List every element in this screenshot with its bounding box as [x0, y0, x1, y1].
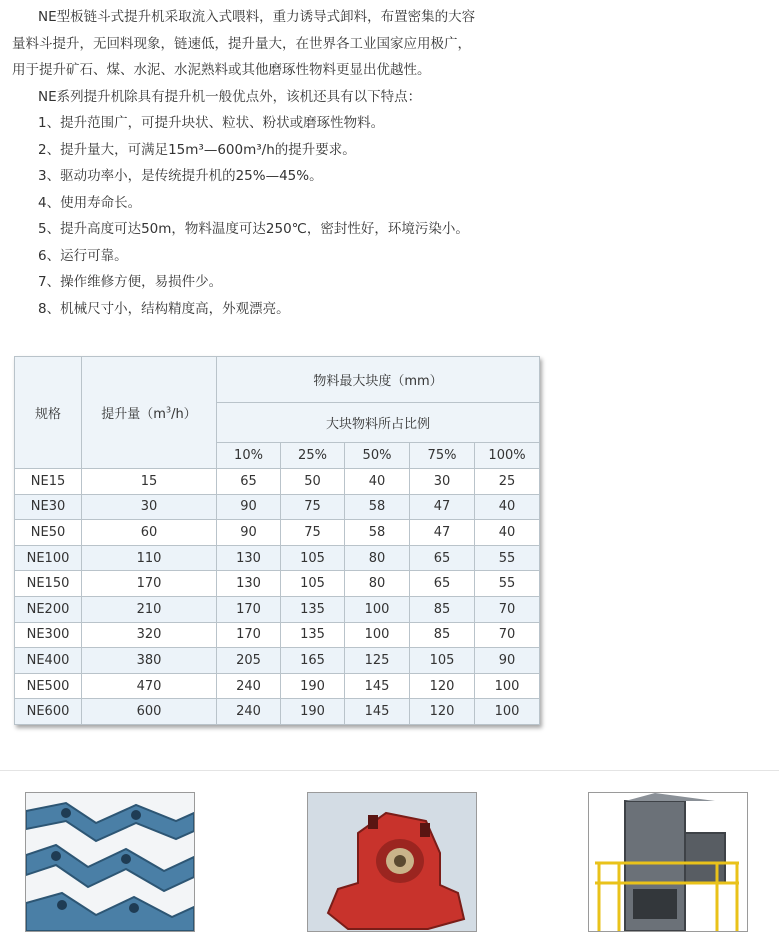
cell-capacity: 110 — [82, 545, 217, 571]
cell-model: NE100 — [15, 545, 82, 571]
cell-max-size: 40 — [345, 469, 410, 495]
cell-max-size: 50 — [281, 469, 345, 495]
cell-capacity: 60 — [82, 520, 217, 546]
cell-max-size: 135 — [281, 596, 345, 622]
cell-max-size: 170 — [217, 622, 281, 648]
cell-capacity: 210 — [82, 596, 217, 622]
table-row — [15, 648, 540, 674]
cell-max-size: 70 — [475, 596, 540, 622]
cell-capacity: 170 — [82, 571, 217, 597]
cell-capacity: 470 — [82, 673, 217, 699]
feature-item: 1、提升范围广，可提升块状、粒状、粉状或磨琢性物料。 — [38, 115, 385, 131]
table-row — [15, 673, 540, 699]
cell-max-size: 130 — [217, 571, 281, 597]
header-percent: 50% — [345, 443, 410, 469]
intro-text — [12, 4, 772, 322]
table-row — [15, 622, 540, 648]
cell-max-size: 170 — [217, 596, 281, 622]
cell-model: NE30 — [15, 494, 82, 520]
feature-item: 7、操作维修方便，易损件少。 — [38, 274, 223, 290]
cell-max-size: 130 — [217, 545, 281, 571]
table-row — [15, 699, 540, 725]
table-row — [15, 571, 540, 597]
cell-max-size: 120 — [410, 699, 475, 725]
intro-para1-line2: 量料斗提升，无回料现象，链速低，提升量大，在世界各工业国家应用极广， — [12, 35, 471, 52]
table-row — [15, 469, 540, 495]
cell-max-size: 75 — [281, 520, 345, 546]
cell-max-size: 190 — [281, 673, 345, 699]
feature-item: 3、驱动功率小，是传统提升机的25%—45%。 — [38, 168, 323, 184]
cell-max-size: 190 — [281, 699, 345, 725]
header-max-size: 物料最大块度（mm） — [217, 357, 540, 403]
cell-max-size: 85 — [410, 596, 475, 622]
cell-model: NE50 — [15, 520, 82, 546]
cell-model: NE300 — [15, 622, 82, 648]
cell-max-size: 100 — [475, 699, 540, 725]
cell-max-size: 80 — [345, 545, 410, 571]
header-percent: 75% — [410, 443, 475, 469]
cell-max-size: 30 — [410, 469, 475, 495]
intro-para2: NE系列提升机除具有提升机一般优点外，该机还具有以下特点： — [38, 88, 422, 105]
cell-capacity: 15 — [82, 469, 217, 495]
cell-max-size: 70 — [475, 622, 540, 648]
table-body — [15, 469, 540, 725]
cell-model: NE15 — [15, 469, 82, 495]
cell-model: NE200 — [15, 596, 82, 622]
cell-max-size: 240 — [217, 699, 281, 725]
cell-model: NE500 — [15, 673, 82, 699]
cell-max-size: 65 — [410, 571, 475, 597]
cell-max-size: 85 — [410, 622, 475, 648]
table-row — [15, 545, 540, 571]
header-ratio: 大块物料所占比例 — [217, 403, 540, 443]
cell-max-size: 75 — [281, 494, 345, 520]
cell-max-size: 165 — [281, 648, 345, 674]
cell-max-size: 40 — [475, 520, 540, 546]
cell-max-size: 145 — [345, 673, 410, 699]
intro-para1-line3: 用于提升矿石、煤、水泥、水泥熟料或其他磨琢性物料更显出优越性。 — [12, 62, 431, 78]
elevator-head-photo — [588, 792, 748, 932]
header-capacity: 提升量$(m^3/h)$ — [82, 357, 217, 469]
feature-item: 2、提升量大，可满足15m³—600m³/h的提升要求。 — [38, 141, 356, 158]
bearing-housing-photo — [307, 792, 477, 932]
cell-max-size: 145 — [345, 699, 410, 725]
header-percent: 10% — [217, 443, 281, 469]
cell-max-size: 105 — [281, 571, 345, 597]
cell-max-size: 90 — [217, 520, 281, 546]
cell-max-size: 90 — [475, 648, 540, 674]
cell-capacity: 320 — [82, 622, 217, 648]
header-percent: 100% — [475, 443, 540, 469]
cell-max-size: 105 — [281, 545, 345, 571]
cell-max-size: 55 — [475, 545, 540, 571]
cell-max-size: 100 — [345, 622, 410, 648]
header-percent: 25% — [281, 443, 345, 469]
feature-item: 4、使用寿命长。 — [38, 194, 142, 211]
header-model: 规格 — [15, 357, 82, 469]
cell-max-size: 58 — [345, 494, 410, 520]
cell-max-size: 47 — [410, 494, 475, 520]
cell-max-size: 100 — [345, 596, 410, 622]
cell-max-size: 240 — [217, 673, 281, 699]
cell-max-size: 105 — [410, 648, 475, 674]
cell-capacity: 600 — [82, 699, 217, 725]
feature-item: 8、机械尺寸小，结构精度高，外观漂亮。 — [38, 300, 290, 317]
cell-max-size: 135 — [281, 622, 345, 648]
cell-max-size: 120 — [410, 673, 475, 699]
chain-photo — [25, 792, 195, 932]
divider — [0, 770, 779, 771]
cell-max-size: 47 — [410, 520, 475, 546]
spec-table — [14, 356, 540, 725]
cell-max-size: 40 — [475, 494, 540, 520]
cell-max-size: 25 — [475, 469, 540, 495]
cell-max-size: 80 — [345, 571, 410, 597]
feature-item: 6、运行可靠。 — [38, 247, 128, 264]
cell-model: NE150 — [15, 571, 82, 597]
cell-capacity: 380 — [82, 648, 217, 674]
feature-item: 5、提升高度可达50m，物料温度可达250℃，密封性好，环境污染小。 — [38, 221, 469, 237]
cell-max-size: 125 — [345, 648, 410, 674]
cell-max-size: 100 — [475, 673, 540, 699]
cell-max-size: 90 — [217, 494, 281, 520]
cell-max-size: 205 — [217, 648, 281, 674]
cell-max-size: 58 — [345, 520, 410, 546]
cell-model: NE600 — [15, 699, 82, 725]
cell-model: NE400 — [15, 648, 82, 674]
cell-max-size: 55 — [475, 571, 540, 597]
table-row — [15, 596, 540, 622]
table-row — [15, 494, 540, 520]
table-row — [15, 520, 540, 546]
cell-max-size: 65 — [217, 469, 281, 495]
cell-max-size: 65 — [410, 545, 475, 571]
intro-para1-line1: NE型板链斗式提升机采取流入式喂料，重力诱导式卸料，布置密集的大容 — [38, 9, 476, 25]
cell-capacity: 30 — [82, 494, 217, 520]
